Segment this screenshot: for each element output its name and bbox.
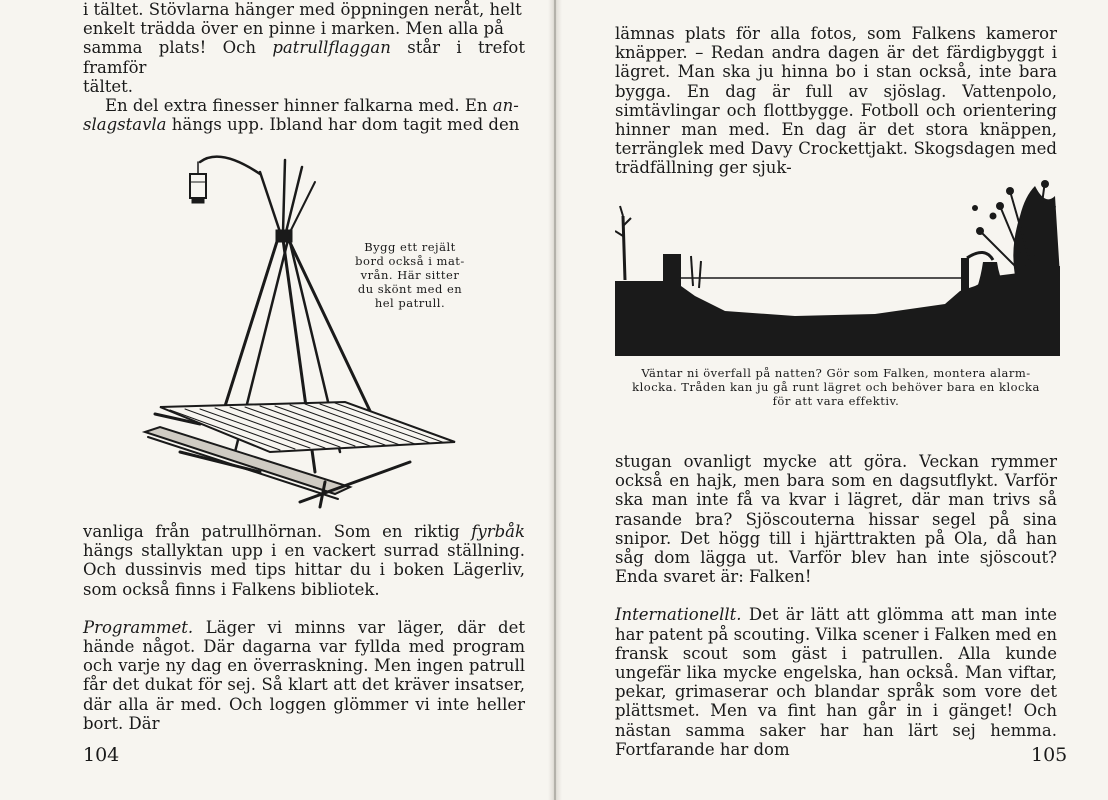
left-line-4: tältet. [83,76,134,96]
left-bottom-text [83,522,525,733]
italic-internationellt: Internationellt. [615,605,742,625]
alarm-bell-illustration [615,176,1060,356]
fyrbak-paragraph: vanliga från patrullhörnan. Som en riktig fyrbåk hängs stallyktan upp i en vackert surrad ställning. Och dussinvis med tips hittar du i boken Lägerliv, som också finns i Falkens bibliotek. [83,522,525,599]
programmet-paragraph: Programmet. Läger vi minns var läger, där det hände något. Där dagarna var fyllda med program och varje ny dag en överraskning. Men ingen patrull får det dukat för sej. Så klart att det kräver insatser, där alla är med. Och loggen glömmer vi inte heller bort. Där [83,617,525,733]
left-line-3: samma plats! Och patrullflaggan står i trefot framför [83,38,525,77]
book-gutter [548,0,562,800]
left-line-2: enkelt trädda över en pinne i marken. Men alla på [83,19,504,39]
left-line-5: En del extra finesser hinner falkarna med. En an- [105,96,519,116]
stugan-paragraph: stugan ovanligt mycke att göra. Veckan rymmer också en hajk, men bara som en dagsutflykt. Varför ska man inte få va kvar i lägret, där man trivs så rasande bra? Sjöscouterna hissar segel på sina snipor. Det högg till i hjärttrakten på Ola, då han såg dom lägga ut. Varför blev han inte sjöscout? Enda svaret är: Falken! [615,452,1057,587]
right-bottom-text [615,452,1057,759]
italic-anslagstavla-2: slagstavla [83,115,167,135]
italic-patrullflaggan: patrullflaggan [272,38,391,58]
left-page [0,0,553,800]
right-page [555,0,1108,800]
left-line-6: slagstavla hängs upp. Ibland har dom tagit med den [83,115,520,135]
page-number-left: 104 [83,744,120,766]
italic-fyrbak: fyrbåk [471,522,525,541]
tripod-table-illustration [140,152,470,512]
page-number-right: 105 [1031,744,1068,766]
internationellt-paragraph: Internationellt. Det är lätt att glömma att man inte har patent på scouting. Vilka scener i Falken med en fransk scout som gäst i patrullen. Alla kunde ungefär lika mycke engelska, han också. Man viftar, pekar, grimaserar och blandar språk som vore det plättsmet. Men va fint han går in i gänget! Och nästan samma saker har han lärt sej hemma. Fortfarande har dom [615,605,1057,759]
right-figure-caption: Väntar ni överfall på natten? Gör som Falken, montera alarm- klocka. Tråden kan ju gå runt lägret och behöver bara en klocka för att vara effektiv. [632,366,1040,408]
italic-programmet: Programmet. [83,617,194,637]
left-line-1: i tältet. Stövlarna hänger med öppningen neråt, helt [83,0,522,19]
left-figure-caption: Bygg ett rejält bord också i mat- vrån. Här sitter du skönt med en hel patrull. [355,240,465,310]
right-top-text [615,24,1057,178]
italic-anslagstavla-1: an- [492,96,519,116]
right-top-paragraph: lämnas plats för alla fotos, som Falkens kameror knäpper. – Redan andra dagen är det färdigbyggt i lägret. Man ska ju hinna bo i stan också, inte bara bygga. En dag är full av sjöslag. Vattenpolo, simtävlingar och flottbygge. Fotboll och orientering hinner man med. En dag är det stora knäppen, terränglek med Davy Crockettjakt. Skogsdagen med trädfällning ger sjuk- [615,24,1057,178]
left-top-text [83,0,525,134]
